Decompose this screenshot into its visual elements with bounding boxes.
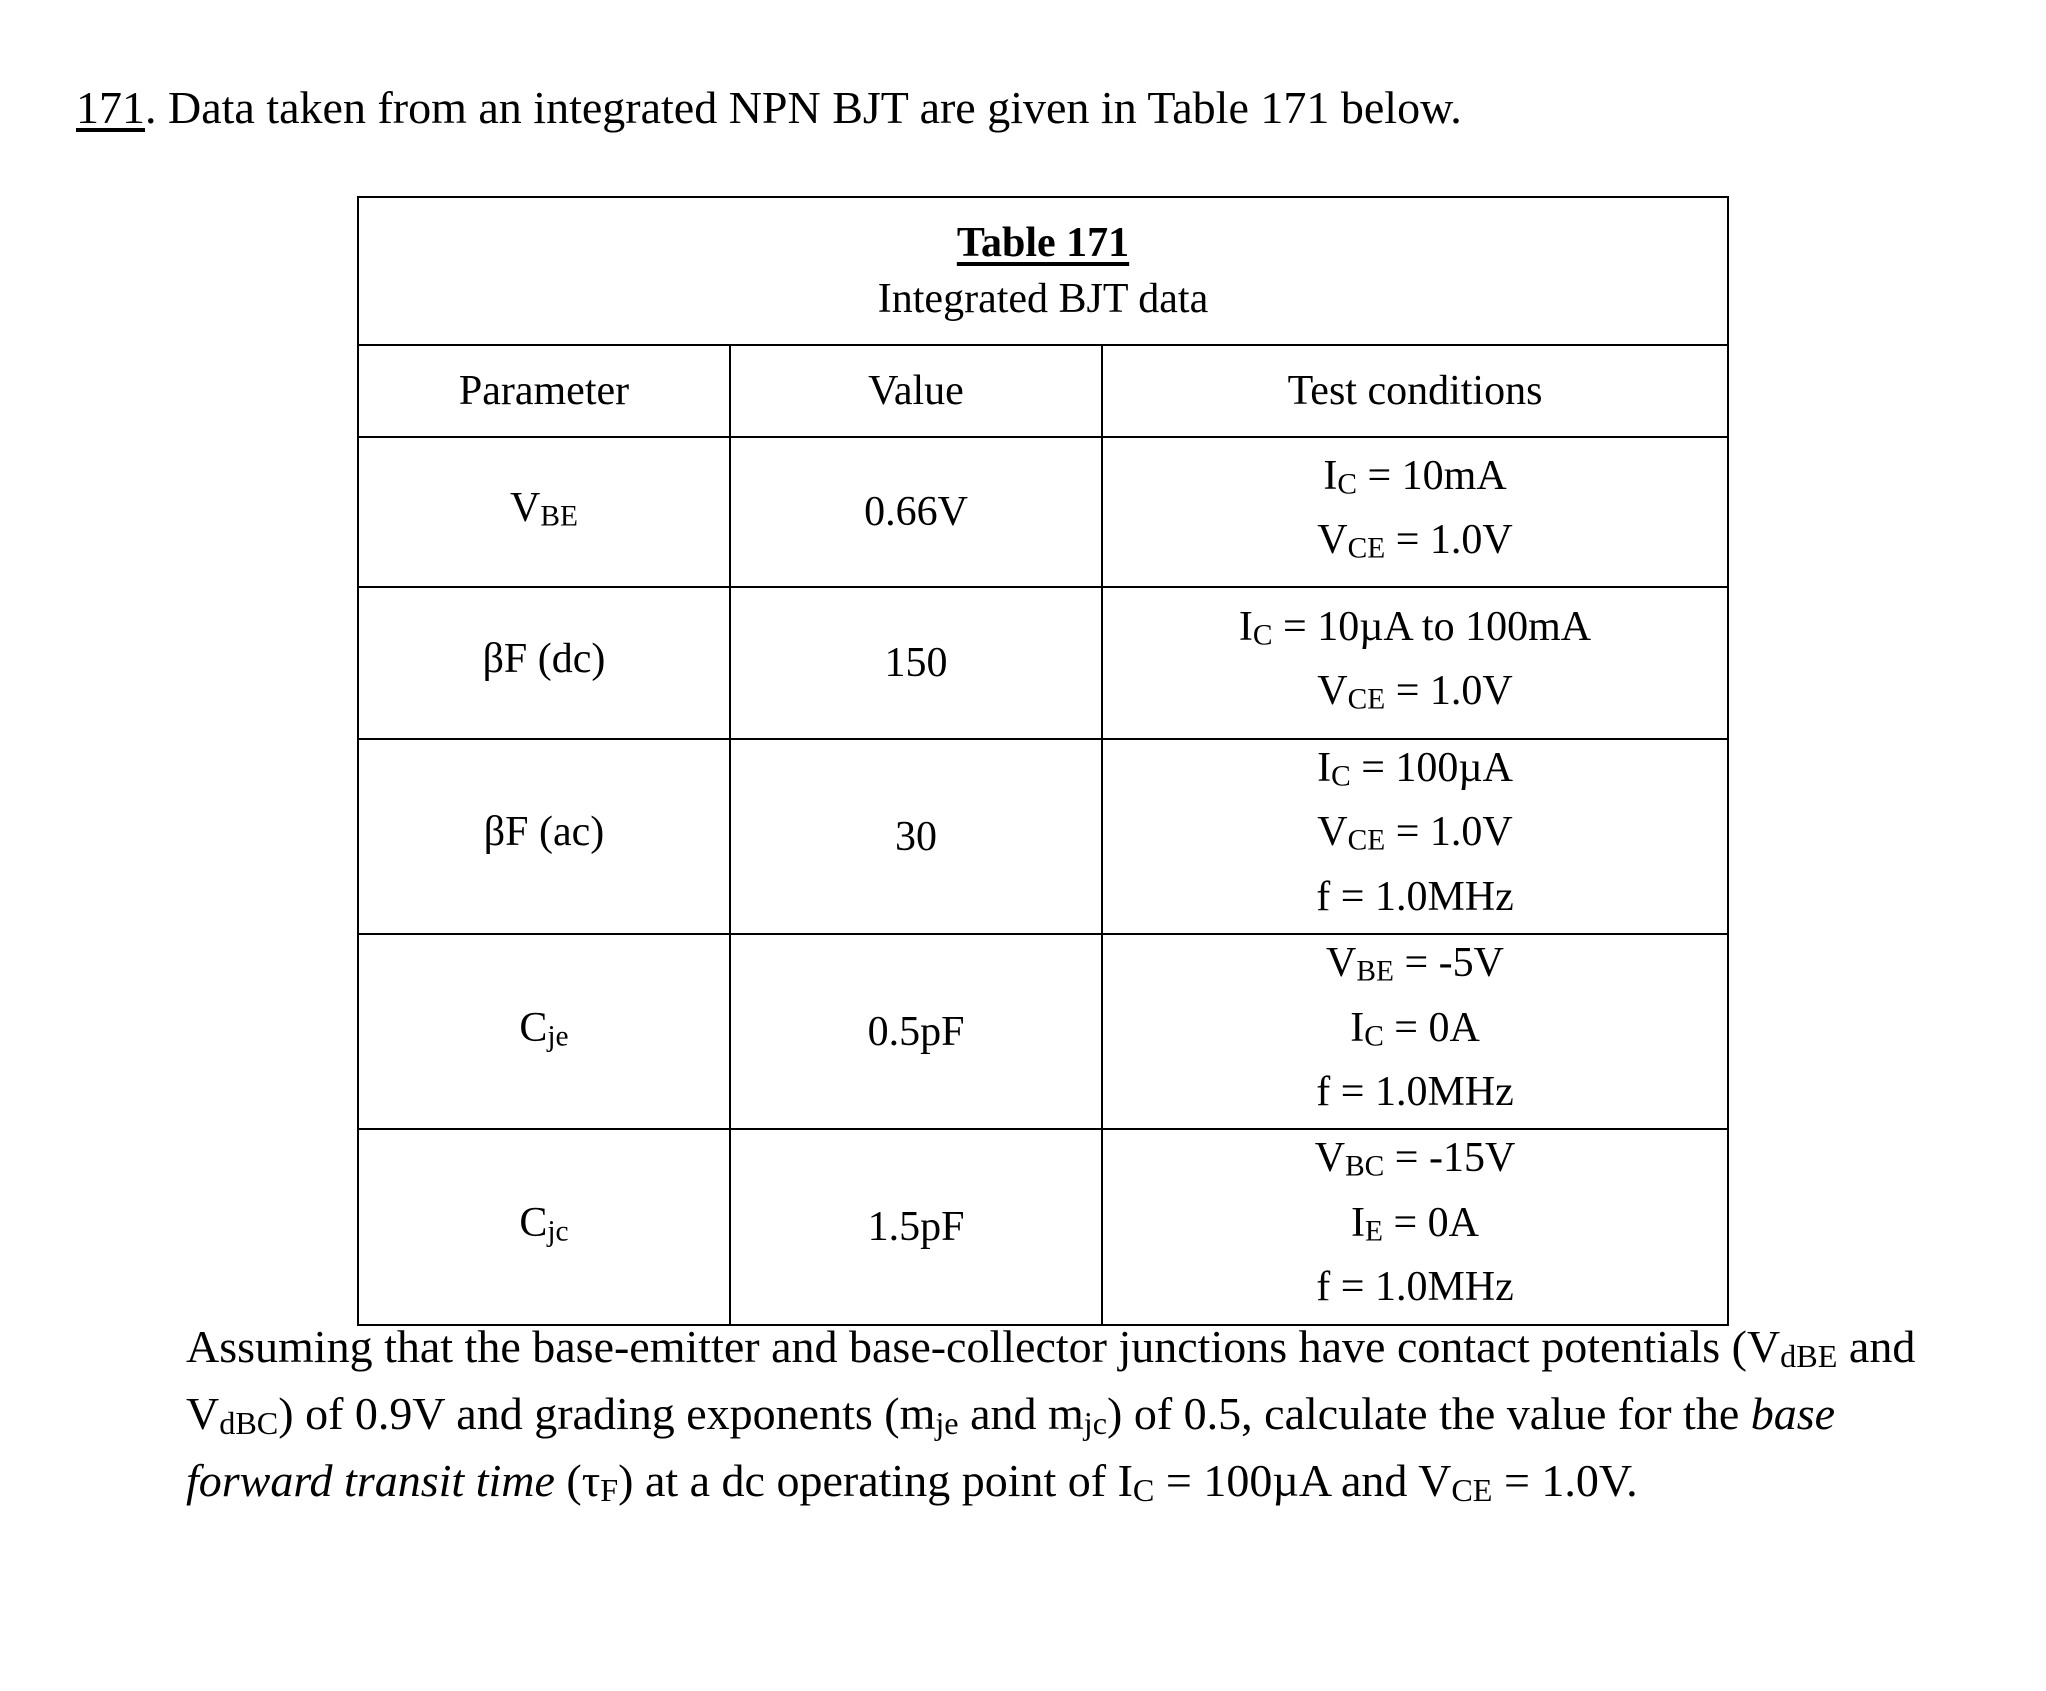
value-cell: 1.5pF: [730, 1129, 1102, 1324]
table-subtitle: Integrated BJT data: [877, 276, 1209, 322]
parameter-cell: [358, 934, 730, 1129]
condition-line: f = 1.0MHz: [1316, 1069, 1514, 1116]
condition-line: f = 1.0MHz: [1316, 1264, 1514, 1311]
conditions-cell: [1102, 739, 1728, 934]
condition-line: VCE = 1.0V: [1317, 517, 1513, 565]
param-suffix: (dc): [527, 635, 606, 682]
table-row: [358, 587, 1728, 739]
param-subscript: je: [547, 1020, 569, 1053]
bjt-data-table: [357, 196, 1729, 1326]
conditions-cell: [1102, 1129, 1728, 1324]
table-title-row: [358, 197, 1728, 345]
conditions-cell: [1102, 437, 1728, 587]
condition-line: IE = 0A: [1351, 1199, 1479, 1248]
header-test-conditions: Test conditions: [1102, 345, 1728, 437]
closing-paragraph: Assuming that the base-emitter and base-collector junctions have contact potentials (VdBE and VdBC) of 0.9V and grading exponents (mje and mjc) of 0.5, calculate the value for the base forward transit time (τF) at a dc operating point of IC = 100µA and VCE = 1.0V.: [186, 1321, 1916, 1508]
parameter-cell: [358, 437, 730, 587]
header-parameter: Parameter: [358, 345, 730, 437]
parameter-cell: [358, 739, 730, 934]
param-suffix: (ac): [528, 809, 605, 856]
parameter-cell: [358, 587, 730, 739]
condition-line: VBE = -5V: [1326, 940, 1504, 988]
conditions-cell: [1102, 934, 1728, 1129]
condition-line: VCE = 1.0V: [1317, 809, 1513, 857]
condition-line: IC = 100µA: [1317, 745, 1513, 793]
condition-line: f = 1.0MHz: [1316, 873, 1514, 920]
problem-number: 171: [76, 82, 145, 133]
table-title: Table 171: [956, 220, 1130, 266]
condition-line: VCE = 1.0V: [1317, 668, 1513, 716]
condition-line: VBC = -15V: [1314, 1135, 1516, 1183]
param-symbol: βF: [482, 635, 528, 682]
table-row: [358, 437, 1728, 587]
value-cell: 0.66V: [730, 437, 1102, 587]
param-subscript: BE: [540, 500, 578, 533]
condition-line: IC = 0A: [1350, 1004, 1480, 1053]
value-cell: 0.5pF: [730, 934, 1102, 1129]
condition-line: IC = 10mA: [1323, 452, 1507, 500]
param-symbol: C: [519, 1004, 548, 1051]
condition-line: IC = 10µA to 100mA: [1238, 603, 1592, 651]
value-cell: 30: [730, 739, 1102, 934]
header-value: Value: [730, 345, 1102, 437]
parameter-cell: [358, 1129, 730, 1324]
param-symbol: βF: [483, 809, 529, 856]
conditions-cell: [1102, 587, 1728, 739]
problem-intro-text: . Data taken from an integrated NPN BJT are given in Table 171 below.: [145, 82, 1462, 133]
param-symbol: V: [510, 484, 541, 531]
param-symbol: C: [519, 1199, 548, 1246]
problem-intro: [76, 78, 1462, 138]
table-row: [358, 739, 1728, 934]
emphasized-term: base forward transit time: [186, 1387, 1836, 1506]
value-cell: 150: [730, 587, 1102, 739]
table-row: [358, 1129, 1728, 1324]
table-header-row: [358, 345, 1728, 437]
table-row: [358, 934, 1728, 1129]
param-subscript: jc: [547, 1215, 569, 1248]
table-caption-cell: [358, 197, 1728, 345]
